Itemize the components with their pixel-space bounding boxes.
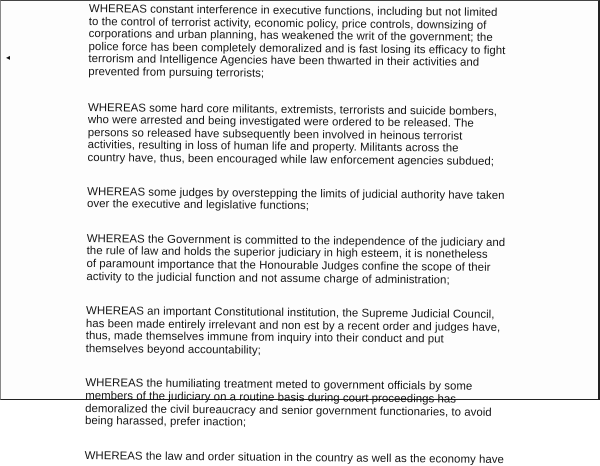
text-line: WHEREAS an important Constitutional institution, the Supreme Judicial Council, xyxy=(85,305,495,322)
text-line: WHEREAS the law and order situation in the country as well as the economy have xyxy=(84,449,504,466)
text-line: WHEREAS constant interference in executive functions, including but not limited xyxy=(88,3,498,19)
text-line: thus, made themselves immune from inquiry into their conduct and put xyxy=(85,330,444,346)
text-line: persons so released have subsequently been involved in heinous terrorist xyxy=(87,126,463,143)
margin-marker-icon: ◂ xyxy=(6,53,11,62)
text-line: country have, thus, been encouraged while law enforcement agencies subdued; xyxy=(87,151,495,168)
text-line: prevented from pursuing terrorists; xyxy=(88,65,265,80)
text-line: being harassed, prefer inaction; xyxy=(84,415,247,429)
text-line: demoralized the civil bureaucracy and senior government functionaries, to avoid xyxy=(85,402,492,419)
whereas-paragraph-4 xyxy=(86,233,506,287)
text-line: WHEREAS the humiliating treatment meted to government officials by some xyxy=(85,377,473,394)
text-line: over the executive and legislative functions; xyxy=(87,198,310,213)
text-line: activities, resulting in loss of human life and property. Militants across the xyxy=(87,139,459,155)
text-line: WHEREAS some judges by overstepping the limits of judicial authority have taken xyxy=(87,185,505,202)
text-line: who were arrested and being investigated were ordered to be released. The xyxy=(87,114,474,130)
text-line: the rule of law and holds the superior judiciary in high esteem, it is nonetheless xyxy=(86,245,488,262)
text-line: WHEREAS the Government is committed to the independence of the judiciary and xyxy=(86,232,506,249)
whereas-paragraph-3 xyxy=(87,186,507,215)
text-line: to the control of terrorist activity, economic policy, price controls, downsizing of xyxy=(88,15,487,32)
whereas-paragraph-5 xyxy=(86,305,506,359)
whereas-paragraph-6 xyxy=(85,377,505,431)
text-line: of paramount importance that the Honourable Judges confine the scope of their xyxy=(86,257,491,274)
text-line: terrorism and Intelligence Agencies have been thwarted in their activities and xyxy=(88,53,480,70)
text-line: activity to the judicial function and not assume charge of administration; xyxy=(86,270,450,286)
whereas-paragraph-2 xyxy=(87,102,508,169)
document-body xyxy=(85,3,509,466)
text-line: police force has been completely demoralized and is fast losing its efficacy to fight xyxy=(88,40,506,57)
text-line: members of the judiciary on a routine basis during court proceedings has xyxy=(85,390,457,406)
text-line: WHEREAS some hard core militants, extremists, terrorists and suicide bombers, xyxy=(87,101,498,118)
text-line: corporations and urban planning, has weakened the writ of the government; the xyxy=(88,28,493,45)
text-line: has been made entirely irrelevant and non est by a recent order and judges have, xyxy=(85,317,501,334)
text-line: themselves beyond accountability; xyxy=(85,342,261,357)
whereas-paragraph-1 xyxy=(88,3,509,83)
